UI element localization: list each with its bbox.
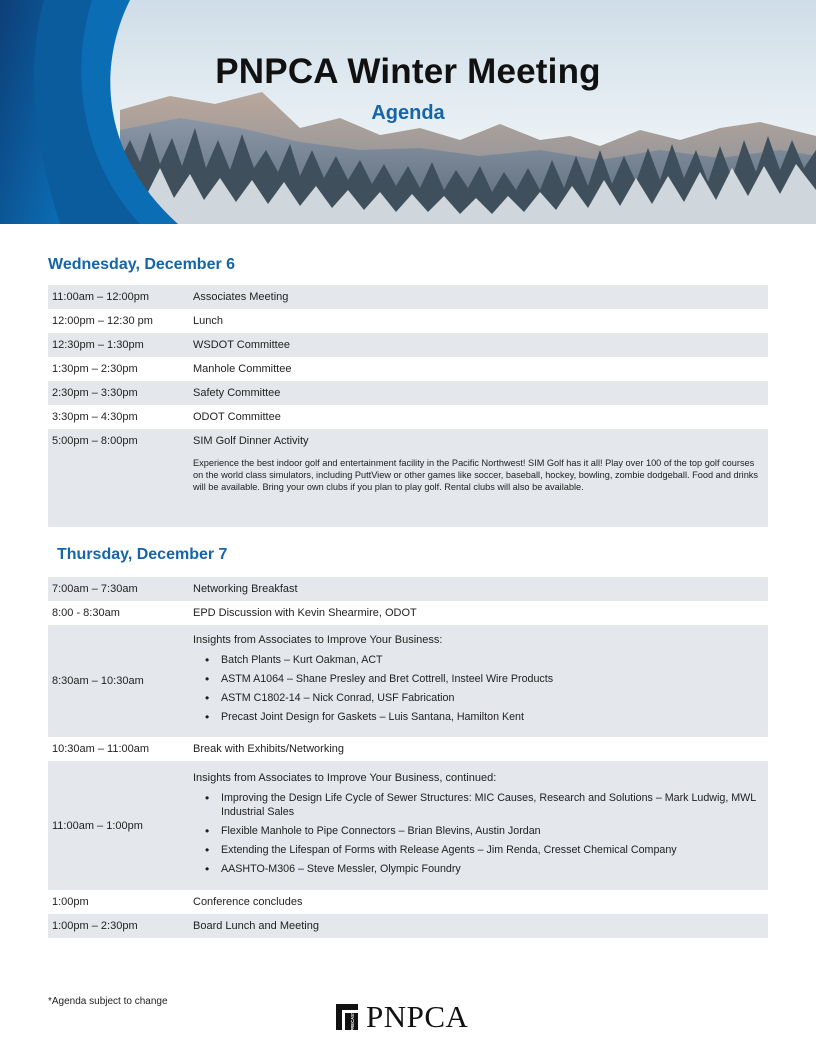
talk-list [193,653,762,724]
schedule-row-sim-golf [48,429,768,527]
pnpca-logo [332,1000,484,1034]
row-time: 1:00pm – 2:30pm [52,920,138,932]
list-item: • AASHTO-M306 – Steve Messler, Olympic Foundry [221,862,762,876]
schedule-row [48,285,768,309]
row-event: WSDOT Committee [193,339,290,351]
list-item: • ASTM C1802-14 – Nick Conrad, USF Fabrication [221,691,762,705]
schedule-row [48,577,768,601]
row-event: Safety Committee [193,387,281,399]
row-event: Insights from Associates to Improve Your Business, continued: [193,771,497,784]
row-event: EPD Discussion with Kevin Shearmire, ODOT [193,607,417,619]
row-time: 11:00am – 12:00pm [52,291,150,303]
row-event-block [193,633,768,729]
row-event: Lunch [193,315,223,327]
list-item: • Flexible Manhole to Pipe Connectors – Brian Blevins, Austin Jordan [221,824,762,838]
row-event: SIM Golf Dinner Activity [193,435,309,447]
precast-logo-mark-icon [332,1002,362,1032]
schedule-row [48,914,768,938]
wednesday-schedule [48,285,768,527]
row-time: 3:30pm – 4:30pm [52,411,138,423]
row-time: 10:30am – 11:00am [52,743,150,755]
row-event: Board Lunch and Meeting [193,920,319,932]
row-time: 12:00pm – 12:30 pm [52,315,153,327]
svg-text:PRECAST: PRECAST [350,1011,355,1032]
header-banner [0,0,816,224]
schedule-row [48,405,768,429]
schedule-row [48,333,768,357]
row-time: 1:30pm – 2:30pm [52,363,138,375]
schedule-row-insights-continued [48,761,768,890]
row-event: Manhole Committee [193,363,292,375]
row-event: Conference concludes [193,896,303,908]
row-time: 8:30am – 10:30am [52,675,144,687]
list-item: • Precast Joint Design for Gaskets – Luis Santana, Hamilton Kent [221,710,762,724]
event-description: Experience the best indoor golf and entertainment facility in the Pacific Northwest! SIM Golf has it all! Play over 100 of the top golf courses on the world class simulators, including PuttView or other games like soccer, baseball, hockey, bowling, zombie dodgeball. Food and drinks will be available. Bring your own clubs if you plan to play golf. Rental clubs will also be available. [193,458,758,492]
row-event: Networking Breakfast [193,583,298,595]
row-time: 7:00am – 7:30am [52,583,138,595]
schedule-row [48,309,768,333]
row-event-block [193,434,768,527]
schedule-row [48,890,768,914]
schedule-row [48,357,768,381]
page-title: PNPCA Winter Meeting [215,52,601,91]
row-time: 1:00pm [52,896,89,908]
row-event: ODOT Committee [193,411,281,423]
row-event: Associates Meeting [193,291,289,303]
schedule-row-insights [48,625,768,737]
schedule-row [48,601,768,625]
row-time: 11:00am – 1:00pm [52,819,143,832]
list-item: • ASTM A1064 – Shane Presley and Bret Cottrell, Insteel Wire Products [221,672,762,686]
row-event: Insights from Associates to Improve Your Business: [193,634,443,646]
schedule-row [48,381,768,405]
thursday-schedule [48,577,768,938]
list-item: • Improving the Design Life Cycle of Sewer Structures: MIC Causes, Research and Solutions – Mark Ludwig, MWL Industrial Sales [221,791,762,819]
list-item: • Batch Plants – Kurt Oakman, ACT [221,653,762,667]
logo-text: PNPCA [366,999,469,1034]
page-subtitle: Agenda [371,102,445,124]
row-event-block [193,771,768,881]
row-event: Break with Exhibits/Networking [193,743,345,755]
row-time: 5:00pm – 8:00pm [52,435,138,447]
wednesday-heading: Wednesday, December 6 [48,256,236,273]
agenda-disclaimer: *Agenda subject to change [48,996,168,1007]
schedule-row [48,737,768,761]
row-time: 2:30pm – 3:30pm [52,387,138,399]
thursday-heading: Thursday, December 7 [57,546,228,563]
list-item: • Extending the Lifespan of Forms with Release Agents – Jim Renda, Cresset Chemical Company [221,843,762,857]
row-time: 8:00 - 8:30am [52,607,120,619]
row-time: 12:30pm – 1:30pm [52,339,144,351]
talk-list [193,791,762,876]
